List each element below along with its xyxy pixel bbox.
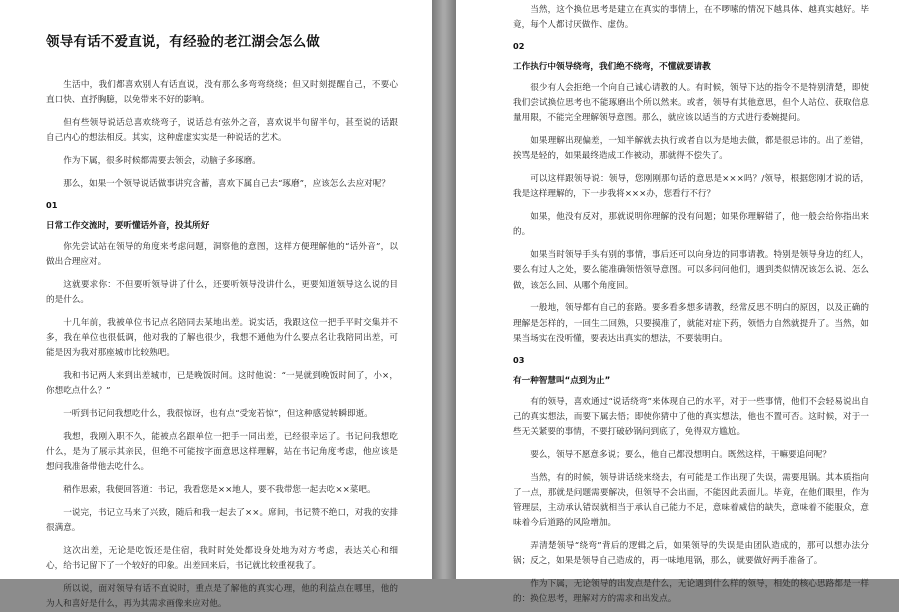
- section-heading: 工作执行中领导绕弯，我们绝不绕弯，不懂就要请教: [513, 62, 711, 72]
- body-paragraph: 这就要求你：不但要听领导讲了什么，还要听领导没讲什么，更要知道领导这么说的目的是什么。: [46, 279, 398, 305]
- body-paragraph: 一般地，领导都有自己的套路。要多看多想多请教，经常反思不明白的原因，以及正确的理解是怎样的，一回生二回熟，只要摸准了，就能对症下药，领悟力自然就提升了。当然，如果当场实在没听懂，要表达出真实的想法，不要装明白。: [513, 303, 869, 344]
- page-gutter: [432, 0, 456, 579]
- body-paragraph: 一说完，书记立马来了兴致，随后和我一起去了××。席间，书记赞不绝口，对我的安排很满意。: [46, 507, 398, 533]
- body-paragraph: 稍作思索，我便回答道：书记，我看您是××地人，要不我带您一起去吃××菜吧。: [63, 484, 376, 495]
- section-heading: 日常工作交流时，要听懂话外音，投其所好: [46, 220, 210, 231]
- body-paragraph: 当然，有的时候，领导讲话绕来绕去，有可能是工作出现了失误，需要甩锅。其本质指向了一点，那就是问题需要解决，但领导不会出面，不能因此丢面儿。毕竟，在他们眼里，作为管理层，主动承认错误就相当于承认自己能力不足，意味着威信的缺失，意味着不能服众，意味着今后道路的风险增加。: [513, 472, 869, 529]
- body-paragraph: 要么，领导不愿意多说；要么，他自己都没想明白。既然这样，干嘛要追问呢？: [530, 449, 831, 460]
- section-number: 02: [513, 41, 525, 51]
- body-paragraph: 我和书记两人来到出差城市，已是晚饭时间。这时他说：“一晃就到晚饭时间了，小×，你想吃点什么？”: [46, 370, 398, 396]
- intro-paragraph: 生活中，我们都喜欢别人有话直说，没有那么多弯弯绕绕；但又时刻提醒自己，不要心直口快、直抒胸臆，以免带来不好的影响。: [46, 80, 398, 106]
- body-paragraph: 你先尝试站在领导的角度来考虑问题，洞察他的意图，这样方便理解他的“话外音”，以做出合理应对。: [46, 241, 398, 267]
- body-paragraph: 如果当时领导手头有别的事情，事后还可以向身边的同事请教。特别是领导身边的红人，要么有过人之处，要么能准确领悟领导意图。可以多问问他们，遇到类似情况该怎么说、怎么做，该怎么回、从哪个角度回。: [513, 250, 869, 291]
- intro-paragraph: 作为下属，很多时候都需要去领会，动脑子多琢磨。: [63, 156, 261, 166]
- body-paragraph: 作为下属，无论领导的出发点是什么，无论遇到什么样的领导，相处的核心思路都是一样的：换位思考，理解对方的需求和出发点。: [513, 579, 869, 605]
- section-number: 01: [46, 199, 58, 210]
- body-paragraph: 如果理解出现偏差，一知半解就去执行或者自以为是地去做，都是很忌讳的。出了差错，挨骂是轻的，如果最终造成工作被动，那就得不偿失了。: [513, 136, 869, 162]
- body-paragraph: 我想，我刚入职不久，能被点名跟单位一把手一同出差，已经很幸运了。书记问我想吃什么，是为了展示其亲民，但绝不可能按字面意思这样理解，站在书记角度考虑，他应该是想问我准备带他去吃什么。: [46, 431, 398, 472]
- intro-paragraph: 那么，如果一个领导说话做事讲究含蓄，喜欢下属自己去“琢磨”，应该怎么去应对呢？: [63, 178, 390, 189]
- right-page-content: [513, 3, 869, 607]
- left-page[interactable]: [0, 0, 432, 609]
- body-paragraph: 很少有人会拒绝一个向自己诚心请教的人。有时候，领导下达的指令不是特别清楚，即使我们尝试换位思考也不能琢磨出个所以然来。或者，领导有其他意思，但个人站位、获取信息量用限，不能完全理解领导意图。那么，就应该以适当的方式进行委婉提问。: [513, 83, 869, 124]
- body-paragraph: 可以这样跟领导说：领导，您刚刚那句话的意思是×××吗？/领导，根据您刚才说的话，我是这样理解的，下一步我将×××办，您看行不行？: [513, 174, 869, 200]
- body-paragraph: 所以说，面对领导有话不直说时，重点是了解他的真实心理，他的利益点在哪里，他的为人和喜好是什么，再为其需求画像来应对他。: [46, 583, 398, 609]
- article-title: 领导有话不爱直说，有经验的老江湖会怎么做: [46, 34, 320, 50]
- section-heading: 有一种智慧叫“点到为止”: [513, 375, 611, 386]
- continuation-paragraph: 当然，这个换位思考是建立在真实的事情上，在不啰嗦的情况下越具体、越真实越好。毕竟，每个人都讨厌做作、虚伪。: [513, 5, 869, 31]
- section-number: 03: [513, 354, 525, 365]
- intro-paragraph: 但有些领导说话总喜欢绕弯子，说话总有弦外之音，喜欢说半句留半句，甚至说的话跟自己内心的想法相反。其实，这种虚虚实实是一种说话的艺术。: [46, 118, 398, 144]
- body-paragraph: 有的领导，喜欢通过“说话绕弯”来体现自己的水平，对于一些事情，他们不会轻易说出自己的真实想法，而要下属去悟；即使你猜中了他的真实想法，他也不置可否。这时候，对于一些无关紧要的事情，不要打破砂锅问到底了，免得双方尴尬。: [513, 396, 869, 438]
- body-paragraph: 十几年前，我被单位书记点名陪同去某地出差。说实话，我跟这位一把手平时交集并不多，我在单位也很低调，他对我的了解也很少，我想不通他为什么要点名让我陪同出差，可能是因为我对那座城市比较熟吧。: [46, 317, 398, 358]
- body-paragraph: 这次出差，无论是吃饭还是住宿，我时时处处都设身处地为对方考虑，表达关心和细心，给书记留下了一个较好的印象。出差回来后，书记就比较重视我了。: [46, 545, 398, 571]
- body-paragraph: 弄清楚领导“绕弯”背后的逻辑之后，如果领导的失误是由团队造成的，那可以想办法分锅；反之，如果是领导自己造成的，再一味地甩锅，那么，就要做好两手准备了。: [513, 541, 869, 567]
- right-page[interactable]: [456, 0, 899, 605]
- body-paragraph: 如果，他没有反对，那就说明你理解的没有问题；如果你理解错了，他一般会给你指出来的。: [513, 212, 869, 238]
- body-paragraph: 一听到书记问我想吃什么，我很惊讶，也有点“受宠若惊”，但这种感觉转瞬即逝。: [63, 408, 373, 419]
